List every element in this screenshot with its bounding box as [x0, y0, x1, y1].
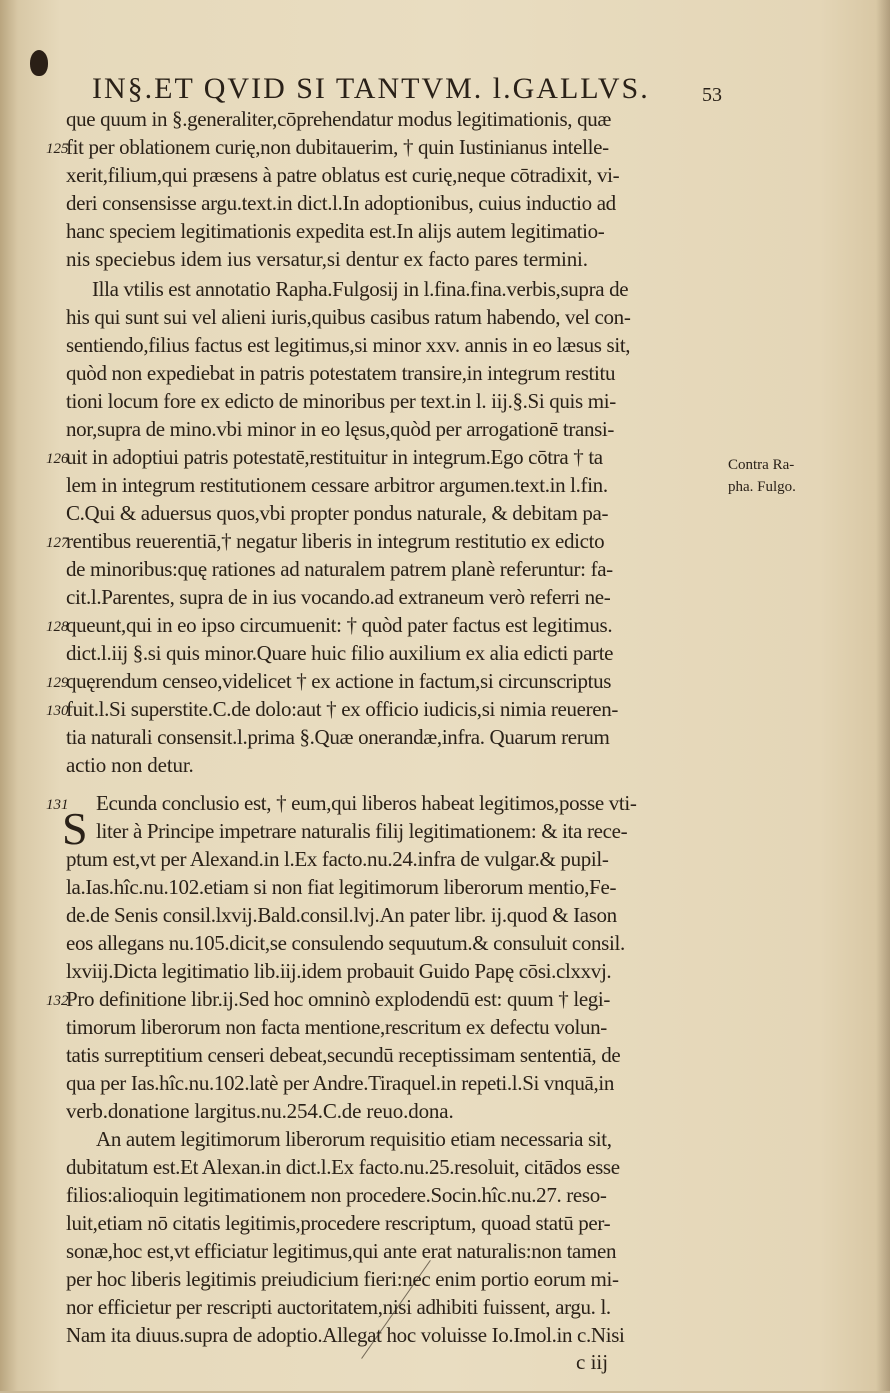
text-line: filios:alioquin legitimationem non procedere.Socin.hîc.nu.27. reso- [66, 1183, 607, 1207]
text-line: timorum liberorum non facta mentione,rescritum ex defectu volun- [66, 1015, 607, 1039]
text-line: rentibus reuerentiā,† negatur liberis in integrum restitutio ex edicto [66, 529, 605, 553]
text-line: qua per Ias.hîc.nu.102.latè per Andre.Tiraquel.in repeti.l.Si vnquā,in [66, 1071, 615, 1095]
text-line: queunt,qui in eo ipso circumuenit: † quòd pater factus est legitimus. [66, 613, 613, 637]
margin-number: 131 [46, 797, 69, 813]
text-line: de minoribus:quę rationes ad naturalem patrem planè referuntur: fa- [66, 557, 613, 581]
text-line: la.Ias.hîc.nu.102.etiam si non fiat legitimorum liberorum mentio,Fe- [66, 875, 617, 899]
text-line: nor efficietur per rescripti auctoritatem,nisi adhibiti fuissent, argu. l. [66, 1295, 611, 1319]
margin-number: 129 [46, 675, 69, 691]
text-line: lxviij.Dicta legitimatio lib.iij.idem probauit Guido Papę cōsi.clxxvj. [66, 959, 612, 983]
text-line: his qui sunt sui vel alieni iuris,quibus casibus ratum habendo, vel con- [66, 305, 631, 329]
text-line: hanc speciem legitimationis expedita est.In alijs autem legitimatio- [66, 219, 605, 243]
margin-note: Contra Ra- [728, 457, 795, 473]
margin-number: 126 [46, 451, 69, 467]
text-line: actio non detur. [66, 753, 194, 777]
text-line: uit in adoptiui patris potestatē,restituitur in integrum.Ego cōtra † ta [66, 445, 603, 469]
text-line: An autem legitimorum liberorum requisitio etiam necessaria sit, [96, 1127, 612, 1151]
text-line: nis speciebus idem ius versatur,si dentur ex facto pares termini. [66, 247, 588, 271]
text-line: tia naturali consensit.l.prima §.Quæ onerandæ,infra. Quarum rerum [66, 725, 610, 749]
text-line: fit per oblationem curię,non dubitauerim, † quin Iustinianus intelle- [66, 135, 609, 159]
text-line: deri consensisse argu.text.in dict.l.In adoptionibus, cuius inductio ad [66, 191, 616, 215]
text-line: dubitatum est.Et Alexan.in dict.l.Ex facto.nu.25.resoluit, citādos esse [66, 1155, 620, 1179]
text-line: lem in integrum restitutionem cessare arbitror argumen.text.in l.fin. [66, 473, 608, 497]
text-line: verb.donatione largitus.nu.254.C.de reuo.dona. [66, 1099, 454, 1123]
text-line: que quum in §.generaliter,cōprehendatur modus legitimationis, quæ [66, 107, 612, 131]
text-line: fuit.l.Si superstite.C.de dolo:aut † ex officio iudicis,si nimia reueren- [66, 697, 619, 721]
text-line: luit,etiam nō citatis legitimis,procedere rescriptum, quoad statū per- [66, 1211, 611, 1235]
text-line: ptum est,vt per Alexand.in l.Ex facto.nu.24.infra de vulgar.& pupil- [66, 847, 609, 871]
running-header: IN§.ET QVID SI TANTVM. l.GALLVS. [92, 72, 650, 105]
margin-number: 132 [46, 993, 69, 1009]
text-line: dict.l.iij §.si quis minor.Quare huic filio auxilium ex alia edicti parte [66, 641, 614, 665]
text-line: sonæ,hoc est,vt efficiatur legitimus,qui ante erat naturalis:non tamen [66, 1239, 617, 1263]
text-line: Illa vtilis est annotatio Rapha.Fulgosij in l.fina.fina.verbis,supra de [92, 277, 629, 301]
text-line: tatis surreptitium censeri debeat,secundū receptissimam sententiā, de [66, 1043, 621, 1067]
text-line: Pro definitione libr.ij.Sed hoc omninò explodendū est: quum † legi- [66, 987, 611, 1011]
text-line: de.de Senis consil.lxvij.Bald.consil.lvj.An pater libr. ij.quod & Iason [66, 903, 617, 927]
margin-number: 130 [46, 703, 69, 719]
drop-cap: S [62, 803, 88, 854]
text-line: Ecunda conclusio est, † eum,qui liberos habeat legitimos,posse vti- [96, 791, 637, 815]
text-line: C.Qui & aduersus quos,vbi propter pondus naturale, & debitam pa- [66, 501, 609, 525]
text-line: quęrendum censeo,videlicet † ex actione in factum,si circunscriptus [66, 669, 612, 693]
text-line: Nam ita diuus.supra de adoptio.Allegat hoc voluisse Io.Imol.in c.Nisi [66, 1323, 625, 1347]
text-line: nor,supra de mino.vbi minor in eo lęsus,quòd per arrogationē transi- [66, 417, 615, 441]
margin-note: pha. Fulgo. [728, 479, 796, 495]
signature-mark: c iij [576, 1350, 609, 1374]
margin-number: 125 [46, 141, 69, 157]
page-number: 53 [702, 84, 722, 106]
margin-number: 128 [46, 619, 69, 635]
text-line: xerit,filium,qui præsens à patre oblatus est curię,neque cōtradixit, vi- [66, 163, 620, 187]
text-line: cit.l.Parentes, supra de in ius vocando.ad extraneum verò referri ne- [66, 585, 611, 609]
text-line: quòd non expediebat in patris potestatem transire,in integrum restitu [66, 361, 616, 385]
text-line: per hoc liberis legitimis preiudicium fieri:nec enim portio eorum mi- [66, 1267, 619, 1291]
text-line: sentiendo,filius factus est legitimus,si minor xxv. annis in eo læsus sit, [66, 333, 631, 357]
text-line: liter à Principe impetrare naturalis filij legitimationem: & ita rece- [96, 819, 628, 843]
margin-number: 127 [46, 535, 69, 551]
ink-blot [30, 50, 48, 76]
text-line: eos allegans nu.105.dicit,se consulendo sequutum.& consuluit consil. [66, 931, 625, 955]
text-line: tioni locum fore ex edicto de minoribus per text.in l. iij.§.Si quis mi- [66, 389, 616, 413]
